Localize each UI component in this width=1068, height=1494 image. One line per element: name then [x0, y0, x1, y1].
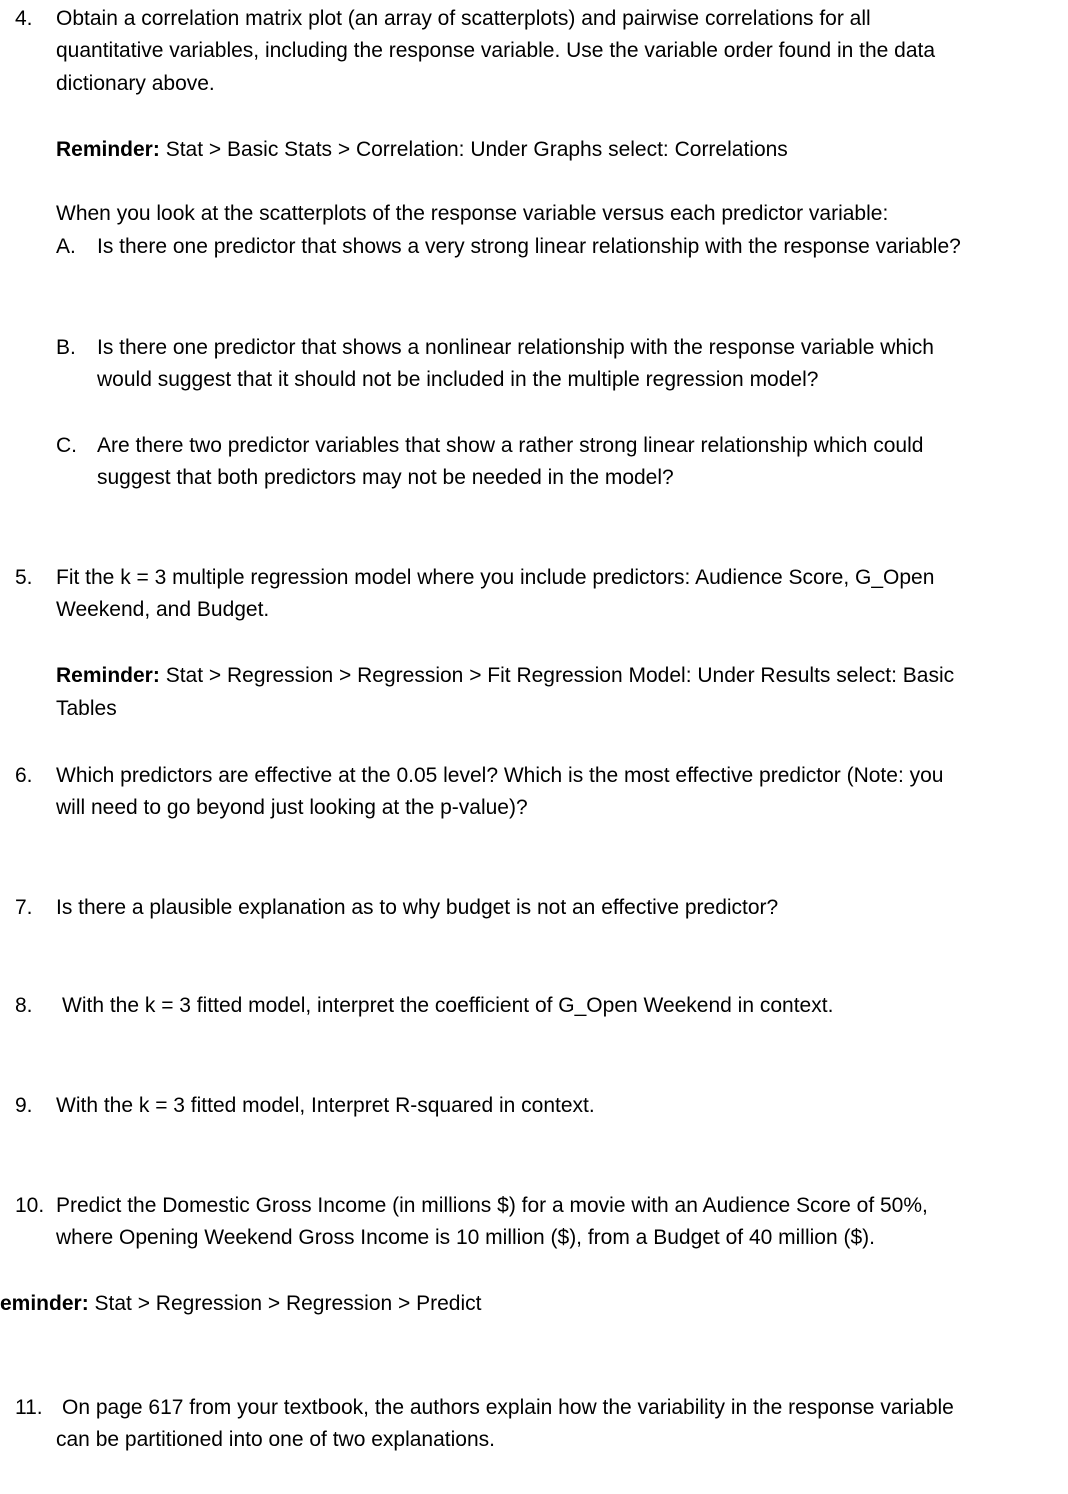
question-text: With the k = 3 fitted model, interpret the coefficient of G_Open Weekend in context.: [62, 994, 834, 1017]
sub-letter-c: C.: [56, 434, 77, 457]
question-text-line: Obtain a correlation matrix plot (an array of scatterplots) and pairwise correlations for all: [56, 7, 871, 30]
question-text-line: Predict the Domestic Gross Income (in millions $) for a movie with an Audience Score of 50%,: [56, 1194, 928, 1217]
reminder: [56, 134, 1056, 166]
reminder-label: Reminder:: [56, 138, 160, 161]
question-number: 5.: [15, 566, 33, 589]
reminder-text: Stat > Basic Stats > Correlation: Under Graphs select: Correlations: [159, 138, 788, 161]
sub-question-c-line: suggest that both predictors may not be needed in the model?: [97, 466, 674, 489]
sub-intro: When you look at the scatterplots of the response variable versus each predictor variable:: [56, 202, 889, 225]
question-number: 6.: [15, 764, 33, 787]
question-number: 10.: [15, 1194, 45, 1217]
question-text-line: Which predictors are effective at the 0.05 level? Which is the most effective predictor (Note: you: [56, 764, 944, 787]
reminder-continued: Tables: [56, 697, 117, 720]
question-text-line: On page 617 from your textbook, the authors explain how the variability in the response variable: [62, 1396, 954, 1419]
question-number: 4.: [15, 7, 33, 30]
sub-letter-a: A.: [56, 235, 76, 258]
question-text-line: where Opening Weekend Gross Income is 10 million ($), from a Budget of 40 million ($).: [56, 1226, 875, 1249]
reminder: [0, 1288, 1060, 1320]
question-text-line: can be partitioned into one of two explanations.: [56, 1428, 495, 1451]
sub-question-b-line: Is there one predictor that shows a nonlinear relationship with the response variable which: [97, 336, 934, 359]
question-number: 9.: [15, 1094, 33, 1117]
question-number: 11.: [15, 1396, 43, 1419]
reminder-text: Stat > Regression > Regression > Predict: [88, 1292, 482, 1315]
reminder-label: Reminder:: [56, 664, 160, 687]
question-text: With the k = 3 fitted model, Interpret R-squared in context.: [56, 1094, 595, 1117]
sub-question-a: Is there one predictor that shows a very strong linear relationship with the response variable?: [97, 235, 961, 258]
question-text-line: dictionary above.: [56, 72, 215, 95]
sub-letter-b: B.: [56, 336, 76, 359]
question-text-line: Fit the k = 3 multiple regression model where you include predictors: Audience Score, G_Open: [56, 566, 935, 589]
sub-question-b-line: would suggest that it should not be included in the multiple regression model?: [97, 368, 819, 391]
question-text: Is there a plausible explanation as to why budget is not an effective predictor?: [56, 896, 779, 919]
reminder-text: Stat > Regression > Regression > Fit Regression Model: Under Results select: Basic: [159, 664, 955, 687]
reminder-label: eminder:: [0, 1292, 89, 1315]
sub-question-c-line: Are there two predictor variables that show a rather strong linear relationship which could: [97, 434, 924, 457]
reminder: [56, 660, 1056, 692]
question-text-line: quantitative variables, including the response variable. Use the variable order found in the data: [56, 39, 936, 62]
question-text-line: will need to go beyond just looking at the p-value)?: [56, 796, 528, 819]
question-number: 7.: [15, 896, 33, 919]
question-number: 8.: [15, 994, 33, 1017]
question-text-line: Weekend, and Budget.: [56, 598, 270, 621]
